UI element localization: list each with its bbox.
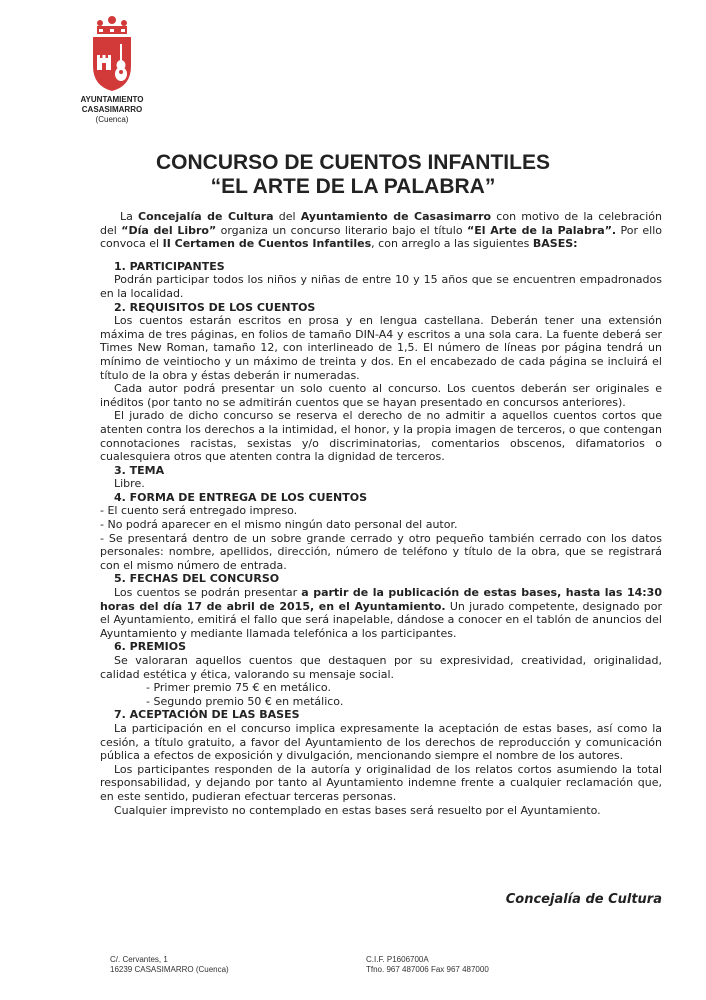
section-heading: 6. PREMIOS [114, 640, 187, 654]
intro-bold: Ayuntamiento de Casasimarro [300, 210, 492, 223]
section-heading: 4. FORMA DE ENTREGA DE LOS CUENTOS [114, 490, 368, 504]
crest-caption-province: (Cuenca) [95, 115, 129, 124]
intro-text: del [273, 210, 301, 223]
section-paragraph: Los participantes responden de la autoría y originalidad de los relatos cortos asumiendo la total responsabilidad, y dejando por tanto al Ayuntamiento indemne frente a cualquier reclamación que, en este sentido, pudieran efectuar terceras personas. [100, 762, 662, 803]
intro-text: Por ello convoca el [100, 223, 663, 251]
intro-bold: Concejalía de Cultura [138, 210, 274, 223]
footer-cif: C.I.F. P1606700A [366, 955, 429, 964]
section-paragraph [100, 586, 662, 640]
footer-contact [366, 955, 489, 975]
section-heading: 3. TEMA [114, 463, 165, 477]
signature: Concejalía de Cultura [505, 892, 662, 907]
list-item: - No podrá aparecer en el mismo ningún dato personal del autor. [100, 518, 458, 532]
municipal-header [70, 14, 154, 125]
prize-item: - Segundo premio 50 € en metálico. [146, 694, 344, 708]
intro-text: organiza un concurso literario bajo el título [216, 223, 467, 237]
document-title-line1: CONCURSO DE CUENTOS INFANTILES [156, 151, 550, 174]
document-body [100, 210, 662, 817]
crest-caption-ayuntamiento: AYUNTAMIENTO [80, 95, 144, 104]
intro-bold: BASES: [532, 237, 578, 251]
intro-bold: “El Arte de la Palabra”. [466, 223, 617, 237]
intro-text: con motivo de la celebración del [100, 210, 662, 237]
footer-address-line1: C/. Cervantes, 1 [110, 955, 168, 964]
section-paragraph: Los cuentos estarán escritos en prosa y en lengua castellana. Deberán tener una extensión máxima de tres páginas, en folios de tamaño DIN-A4 y escritos a una sola cara. La fuente deberá ser Times New Roman, tamaño 12, con interlineado de 1,5. El número de líneas por página tendrá un mínimo de veintiocho y un máximo de treinta y dos. En el encabezado de cada página se incluirá el título de la obra y éstas deberán ir numeradas. [100, 314, 662, 382]
section-heading: 7. ACEPTACIÓN DE LAS BASES [114, 708, 300, 722]
list-item: - El cuento será entregado impreso. [100, 504, 298, 518]
section-heading: 2. REQUISITOS DE LOS CUENTOS [114, 300, 316, 314]
section-heading: 5. FECHAS DEL CONCURSO [114, 572, 280, 586]
section-paragraph: Cada autor podrá presentar un solo cuento al concurso. Los cuentos deberán ser originales e inéditos (por tanto no se admitirán cuentos que se hayan presentado en concursos anteriores). [100, 382, 662, 409]
section-paragraph: Libre. [114, 477, 145, 491]
intro-text: , con arreglo a las siguientes [371, 237, 533, 251]
footer-phone: Tfno. 967 487006 Fax 967 487000 [366, 965, 489, 974]
section-paragraph: La participación en el concurso implica expresamente la aceptación de estas bases, así como la cesión, a título gratuito, a favor del Ayuntamiento de los derechos de reproducción y comunicación pública a efectos de exposición y divulgación, mencionando siempre el nombre de los autores. [100, 721, 662, 763]
intro-paragraph [100, 210, 662, 251]
intro-text: La [120, 210, 139, 223]
dates-bold: a partir de la publicación de estas bases, hasta las 14:30 horas del día 17 de abril de 2015, en el Ayuntamiento. [100, 586, 662, 613]
section-heading: 1. PARTICIPANTES [114, 259, 225, 273]
intro-bold: “Día del Libro” [121, 223, 217, 237]
section-paragraph: Se valoraran aquellos cuentos que destaquen por su expresividad, creatividad, originalidad, calidad estética y ética, valorando su mensaje social. [100, 654, 662, 681]
crest-caption-town: CASASIMARRO [81, 105, 143, 114]
document-title-line2: “EL ARTE DE LA PALABRA” [210, 175, 496, 198]
footer-address-line2: 16239 CASASIMARRO (Cuenca) [110, 965, 229, 974]
intro-bold: II Certamen de Cuentos Infantiles [162, 237, 372, 251]
dates-text: Un jurado competente, designado por el Ayuntamiento, emitirá el fallo que será inapelable, dándose a conocer en el tablón de anuncios del Ayuntamiento y mediante llamada telefónica a los participantes. [100, 599, 662, 640]
section-paragraph: Podrán participar todos los niños y niñas de entre 10 y 15 años que se encuentren empadronados en la localidad. [100, 273, 662, 300]
list-item: - Se presentará dentro de un sobre grande cerrado y otro pequeño también cerrado con los datos personales: nombre, apellidos, dirección, número de teléfono y título de la obra, que se registrará con el mismo número de entrada. [100, 531, 662, 572]
coat-of-arms-icon [87, 14, 137, 94]
dates-text: Los cuentos se podrán presentar [114, 586, 302, 600]
prize-item: - Primer premio 75 € en metálico. [146, 681, 331, 695]
footer-address [110, 955, 229, 975]
section-paragraph: El jurado de dicho concurso se reserva el derecho de no admitir a aquellos cuentos cortos que atenten contra los derechos a la intimidad, el honor, y la propia imagen de terceros, o que contengan connotaciones racistas, sexistas y/o discriminatorias, comentarios obscenos, difamatorios o cualesquiera otros que atenten contra la dignidad de terceros. [100, 409, 662, 464]
section-paragraph: Cualquier imprevisto no contemplado en estas bases será resuelto por el Ayuntamiento. [114, 803, 601, 817]
